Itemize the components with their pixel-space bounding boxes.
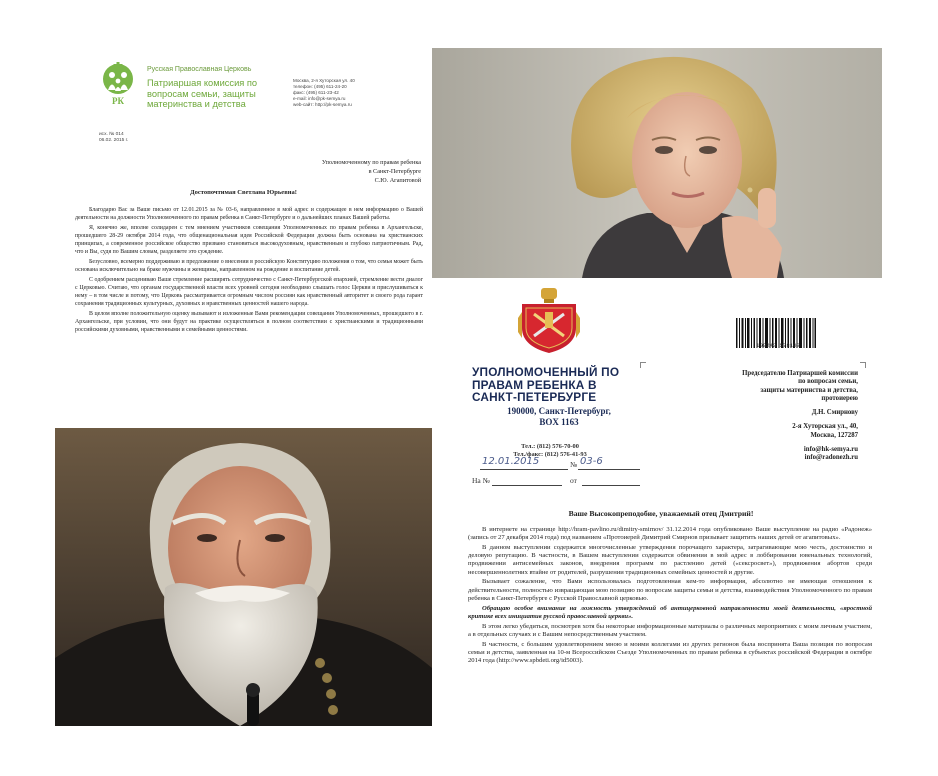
sender-title: УПОЛНОМОЧЕННЫЙ ПО ПРАВАМ РЕБЕНКА В САНКТ-ПЕТЕРБУРГЕ	[472, 365, 620, 405]
address-line: 190000, Санкт-Петербург,	[507, 406, 611, 416]
recipient-email: info@radonezh.ru	[804, 454, 858, 462]
paragraph: В интернете на странице http://hram-pavlino.ru/dimitry-smirnov/ 31.12.2014 года опубликовано Ваше выступление на радио «Радонеж» (запись от 27 декабря 2014 года) под названием «Протоиерей Димитрий Смирнов призывает защитить наших детей от агапитовых».	[468, 526, 872, 542]
portrait-priest-image	[55, 428, 432, 726]
patriarchal-commission-letter	[55, 48, 432, 428]
registration-number: 03-6	[580, 456, 603, 467]
recipient-line: протоиерею	[821, 394, 858, 402]
outgoing-reg	[99, 132, 128, 144]
addressee-line: Уполномоченному по правам ребенка	[321, 159, 421, 166]
recipient-line: по вопросам семьи,	[798, 378, 858, 386]
commission-logo-icon	[101, 62, 135, 106]
contact-line: web-сайт: http://pk-semya.ru	[293, 102, 352, 107]
paragraph: С одобрением расцениваю Ваше стремление расширять сотрудничество с Санкт-Петербургской епархией, стремление вести диалог с Церковью. Считаю, что органам государственной власти всех уровней сегодня необходимо слышать голос Церкви и прислушиваться к нему – в том числе и потому, что Церковь рассматривается огромным числом россиян как нравственный авторитет и своего рода гарант сохранения традиционных культурных, духовных и нравственных ценностей нашего народа.	[75, 276, 423, 308]
sender-address	[484, 406, 634, 428]
addressee-block	[301, 158, 421, 185]
paragraph: В данном выступлении содержатся многочисленные утверждения порочащего характера, затрагивающие мою честь, достоинство и деловую репутацию. В частности, в Вашем выступлении содержатся обвинения в мой адрес в лоббировании ювенальных технологий, продвижении антисемейных законов, внедрения программ по растлению детей («сексросвет»), продвижения абортов среди несовершеннолетних втайне от родителей, разрушении традиционных семейных ценностей и другие.	[468, 544, 872, 576]
paragraph: Безусловно, всемерно поддерживаю и предложение о внесении в российскую Конституцию положения о том, что семья может быть основана исключительно на браке мужчины и женщины, направленном на рождение и воспитание детей.	[75, 258, 423, 274]
ombudsman-portrait-photo	[432, 48, 882, 278]
reg-number: исх. № 014	[99, 132, 124, 137]
letter-body	[75, 206, 423, 336]
registration-no-label: №	[570, 460, 578, 469]
fax: Тел./факс: (812) 576-41-93	[513, 450, 587, 458]
reference-from-label: от	[570, 476, 577, 485]
registration-date: 12.01.2015	[482, 456, 540, 467]
paragraph: Я, конечно же, вполне солидарен с тем мнением участников совещания Уполномоченных по правам ребенка в Архангельске, прошедшего 28-29 октября 2014 года, что общенациональная идея Российской Федерации должна быть основана на христианских принципах, а современное российское общество призвано становиться высокодуховным, нравственным и глубоко патриотичным. Рад, что и Вы, судя по Вашим словам, разделяете это суждение.	[75, 224, 423, 256]
coat-of-arms-icon	[518, 288, 580, 354]
portrait-woman-image	[432, 48, 882, 278]
commission-name: Патриаршая комиссия по вопросам семьи, защиты материнства и детства	[147, 78, 258, 109]
commission-contacts	[293, 78, 355, 108]
letter-body	[468, 526, 872, 667]
contact-line: факс: (495) 611-23-42	[293, 90, 339, 95]
address-line: BOX 1163	[539, 417, 579, 428]
contact-line: e-mail: info@pk-semya.ru	[293, 96, 346, 101]
reference-label: На №	[472, 476, 490, 485]
archpriest-portrait-photo	[55, 428, 432, 726]
svg-text:РК: РК	[111, 96, 125, 106]
contact-line: телефон: (495) 611-24-20	[293, 84, 347, 89]
phone: Тел.: (812) 576-70-00	[521, 443, 579, 450]
letter-greeting: Ваше Высокопреподобие, уважаемый отец Дмитрий!	[568, 509, 754, 518]
recipient-line: Москва, 127287	[810, 431, 858, 439]
addressee-line: С.Ю. Агапитовой	[374, 177, 421, 184]
registration-line	[472, 456, 642, 490]
barcode-number: 100243 578103	[756, 342, 800, 349]
recipient-email: info@hk-semya.ru	[803, 446, 858, 454]
recipient-line: Д.Н. Смирнову	[811, 409, 858, 417]
recipient-line: защиты материнства и детства,	[760, 386, 858, 394]
paragraph: В частности, с большим удовлетворением мною и моими коллегами из других регионов была воспринята Ваша позиция по вопросам семьи и детства, заявленная на 10-м Всероссийском Съезде Уполномоченных по правам ребенка в субъектах российской Федерации в октябре 2014 года (http://www.spbdeti.org/id5003).	[468, 640, 872, 665]
paragraph: В этом легко убедиться, посмотрев хотя бы некоторые информационные материалы о различных мероприятиях с моим личным участием, а в отдельных случаях и с Вашим непосредственным участием.	[468, 622, 872, 638]
paragraph: Благодарю Вас за Ваше письмо от 12.01.2015 за № 03-6, направленное в мой адрес и содержащее в нем информацию о Вашей деятельности на должности Уполномоченного по правам ребенка в Санкт-Петербурге и о дальнейших планах Вашей работы.	[75, 207, 423, 222]
letter-greeting: Достопочтимая Светлана Юрьевна!	[190, 189, 297, 196]
recipient-line: 2-я Хуторская ул., 40,	[792, 423, 858, 431]
reg-date: 06.02. 2015 г.	[99, 138, 129, 143]
paragraph: В целом вполне положительную оценку вызывают и изложенные Вами рекомендации совещания Уполномоченных, прошедшего в г. Архангельске, при условии, что они будут на практике осуществляться в полном соответствии с христианскими и традиционными российскими духовными, нравственными и семейными ценностями.	[75, 310, 423, 334]
addressee-line: в Санкт-Петербурге	[368, 168, 421, 175]
contact-line: Москва, 2-я Хуторская ул. 40	[293, 78, 355, 83]
church-name: Русская Православная Церковь	[147, 66, 252, 73]
recipient-block	[676, 370, 858, 463]
childrens-ombudsman-letter	[440, 278, 882, 726]
paragraph: Вызывает сожаление, что Вами использовалась подготовленная кем-то информация, абсолютно не имеющая отношения к действительности, полностью извращающая мою позицию по вопросам защиты семьи и детства, взаимодействия Уполномоченного по правам ребенка в Санкт-Петербурге с Русской Православной церковью.	[468, 578, 872, 602]
paragraph-emphasis: Обращаю особое внимание на ложность утверждений об антицерковной направленности моей деятельности, «яростной критике всех инициатив русской православной церкви».	[468, 604, 872, 620]
recipient-line: Председателю Патриаршей комиссии	[742, 370, 858, 377]
